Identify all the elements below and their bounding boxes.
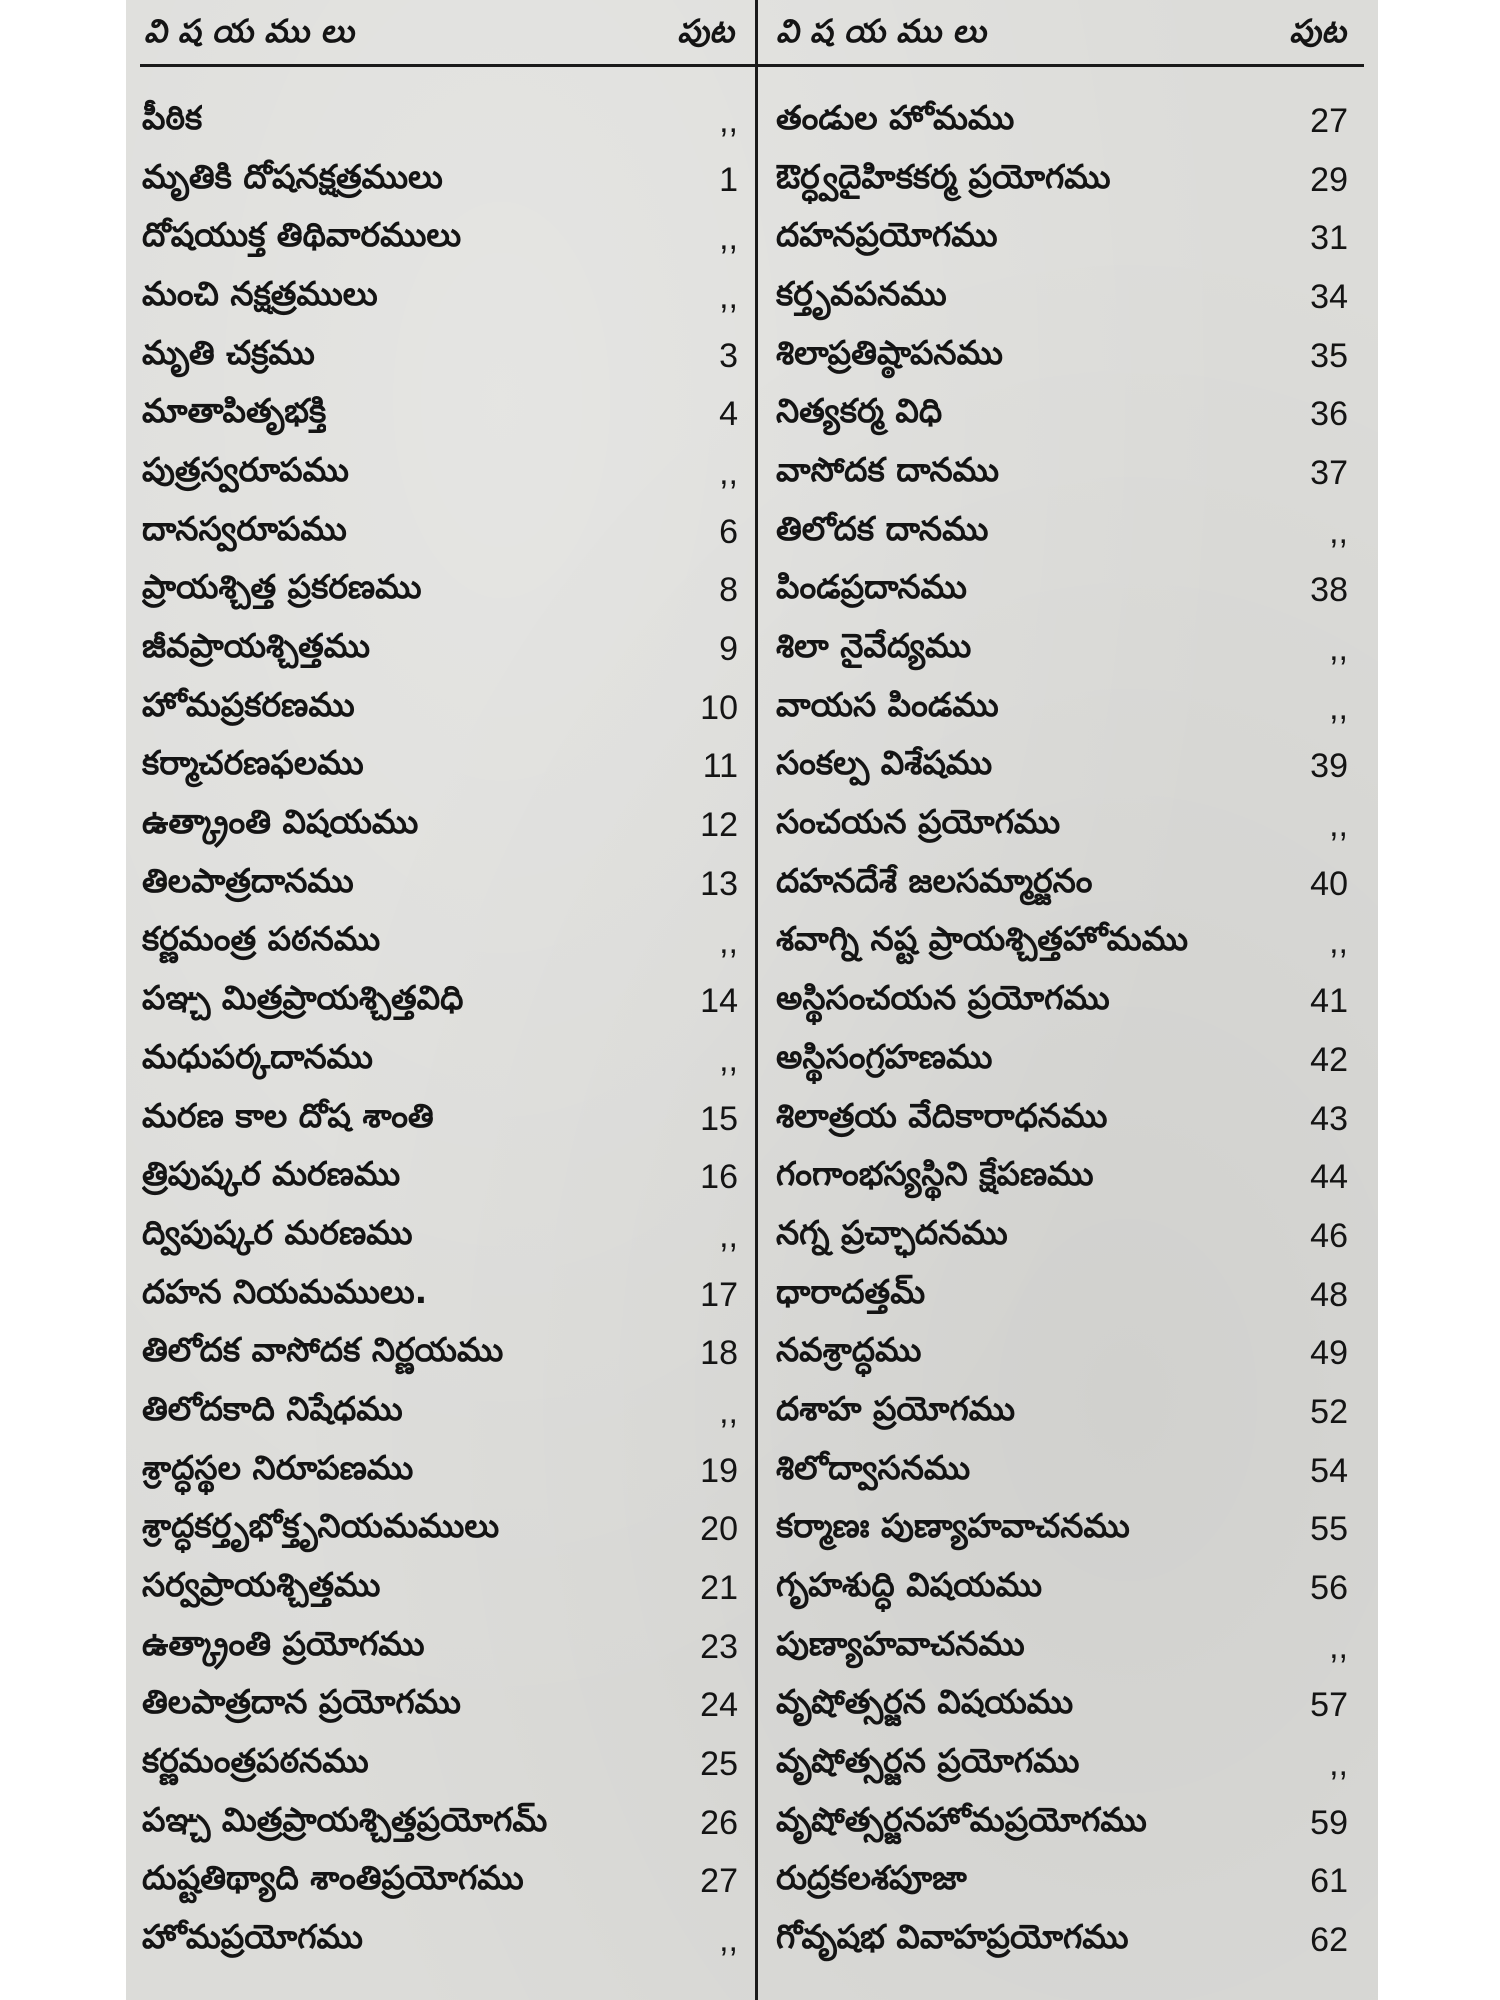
toc-entry-title: వాసోదక దానము bbox=[776, 449, 999, 489]
right-margin bbox=[1378, 0, 1500, 2000]
toc-entry-title: పీఠిక bbox=[142, 97, 203, 137]
toc-entry-page: 1 bbox=[719, 160, 738, 199]
toc-entry-title: మాతాపితృభక్తి bbox=[142, 391, 327, 431]
toc-row-right bbox=[776, 679, 1348, 738]
toc-entry-page: 31 bbox=[1310, 219, 1348, 258]
toc-row-right bbox=[776, 1383, 1348, 1442]
toc-entry-title: గృహశుద్ధి విషయము bbox=[776, 1565, 1042, 1605]
toc-entry-page: 56 bbox=[1310, 1569, 1348, 1608]
toc-row-left bbox=[142, 620, 738, 679]
toc-entry-title: పుత్రస్వరూపము bbox=[142, 449, 349, 489]
left-header-page: పుట bbox=[677, 12, 734, 50]
toc-entry-title: తిలోదక వాసోదక నిర్ణయము bbox=[142, 1330, 504, 1370]
toc-entry-page: 18 bbox=[700, 1334, 738, 1373]
toc-entry-title: కర్తృవపనము bbox=[776, 273, 947, 313]
right-column bbox=[776, 92, 1348, 1970]
toc-row-right bbox=[776, 1853, 1348, 1912]
toc-entry-page: ,, bbox=[719, 101, 738, 140]
toc-entry-page: 38 bbox=[1310, 571, 1348, 610]
toc-entry-page: 9 bbox=[719, 630, 738, 669]
toc-entry-title: పిండప్రదానము bbox=[776, 567, 967, 607]
toc-entry-title: నిత్యకర్మ విధి bbox=[776, 391, 943, 431]
toc-entry-page: 49 bbox=[1310, 1334, 1348, 1373]
toc-entry-title: హోమప్రకరణము bbox=[142, 684, 355, 724]
toc-entry-title: జీవప్రాయశ్చిత్తము bbox=[142, 626, 371, 666]
right-header-page: పుట bbox=[1289, 12, 1346, 50]
toc-row-left bbox=[142, 796, 738, 855]
toc-row-left bbox=[142, 327, 738, 386]
toc-entry-title: దోషయుక్త తిథివారములు bbox=[142, 215, 462, 255]
toc-row-right bbox=[776, 1735, 1348, 1794]
toc-entry-page: ,, bbox=[719, 1216, 738, 1255]
toc-entry-page: 27 bbox=[700, 1862, 738, 1901]
toc-entry-page: 23 bbox=[700, 1627, 738, 1666]
toc-row-left bbox=[142, 1677, 738, 1736]
toc-entry-page: ,, bbox=[1329, 1745, 1348, 1784]
toc-row-right bbox=[776, 503, 1348, 562]
toc-entry-title: ధారాదత్తమ్ bbox=[776, 1271, 926, 1311]
left-header bbox=[144, 6, 734, 56]
toc-entry-page: 19 bbox=[700, 1451, 738, 1490]
toc-entry-page: 12 bbox=[700, 806, 738, 845]
toc-row-right bbox=[776, 1148, 1348, 1207]
toc-entry-page: 34 bbox=[1310, 277, 1348, 316]
toc-row-right bbox=[776, 1266, 1348, 1325]
toc-row-left bbox=[142, 1031, 738, 1090]
book-page bbox=[126, 0, 1378, 2000]
toc-entry-page: 62 bbox=[1310, 1921, 1348, 1960]
toc-entry-title: తిలపాత్రదాన ప్రయోగము bbox=[142, 1682, 461, 1722]
toc-entry-page: ,, bbox=[719, 453, 738, 492]
toc-entry-title: పుణ్యాహవాచనము bbox=[776, 1623, 1025, 1663]
toc-entry-page: ,, bbox=[719, 277, 738, 316]
toc-entry-title: శిలాత్రయ వేదికారాధనము bbox=[776, 1095, 1108, 1135]
toc-entry-title: గంగాంభస్యస్థిని క్షేపణము bbox=[776, 1154, 1094, 1194]
right-header-subjects: వి ష య ము లు bbox=[776, 12, 986, 50]
toc-entry-page: 11 bbox=[702, 747, 738, 786]
toc-row-left bbox=[142, 1794, 738, 1853]
toc-row-right bbox=[776, 1559, 1348, 1618]
toc-row-right bbox=[776, 972, 1348, 1031]
toc-entry-title: శవాగ్ని నష్ట ప్రాయశ్చిత్తహోమము bbox=[776, 919, 1189, 959]
toc-entry-title: హోమప్రయోగము bbox=[142, 1917, 363, 1957]
toc-entry-page: ,, bbox=[1329, 512, 1348, 551]
left-margin bbox=[0, 0, 126, 2000]
toc-row-left bbox=[142, 1383, 738, 1442]
toc-row-left bbox=[142, 1442, 738, 1501]
toc-entry-title: కర్మాచరణఫలము bbox=[142, 743, 364, 783]
toc-entry-title: కర్ణమంత్రపఠనము bbox=[142, 1741, 369, 1781]
toc-entry-title: నవశ్రాద్ధము bbox=[776, 1330, 922, 1370]
toc-entry-title: శిలా నైవేద్యము bbox=[776, 626, 972, 666]
toc-entry-title: వృషోత్సర్జన విషయము bbox=[776, 1682, 1074, 1722]
toc-entry-page: 20 bbox=[700, 1510, 738, 1549]
toc-entry-page: 57 bbox=[1310, 1686, 1348, 1725]
toc-entry-page: 6 bbox=[719, 512, 738, 551]
left-header-subjects: వి ష య ము లు bbox=[144, 12, 354, 50]
toc-entry-title: తిలోదక దానము bbox=[776, 508, 989, 548]
toc-row-right bbox=[776, 268, 1348, 327]
toc-entry-page: 15 bbox=[700, 1099, 738, 1138]
toc-entry-title: మరణ కాల దోష శాంతి bbox=[142, 1095, 434, 1135]
toc-entry-page: 46 bbox=[1310, 1216, 1348, 1255]
toc-row-right bbox=[776, 209, 1348, 268]
toc-entry-page: 3 bbox=[719, 336, 738, 375]
toc-entry-page: 55 bbox=[1310, 1510, 1348, 1549]
toc-entry-title: శిలోద్వాసనము bbox=[776, 1447, 971, 1487]
toc-row-left bbox=[142, 444, 738, 503]
toc-row-right bbox=[776, 796, 1348, 855]
toc-row-left bbox=[142, 92, 738, 151]
toc-row-left bbox=[142, 209, 738, 268]
toc-entry-title: శ్రాద్ధస్థల నిరూపణము bbox=[142, 1447, 414, 1487]
toc-entry-page: ,, bbox=[719, 923, 738, 962]
toc-row-right bbox=[776, 1031, 1348, 1090]
toc-entry-title: రుద్రకలశపూజా bbox=[776, 1858, 967, 1898]
toc-row-right bbox=[776, 92, 1348, 151]
toc-entry-page: 37 bbox=[1310, 453, 1348, 492]
toc-entry-title: దశాహ ప్రయోగము bbox=[776, 1388, 1016, 1428]
toc-row-right bbox=[776, 1324, 1348, 1383]
toc-row-right bbox=[776, 1442, 1348, 1501]
toc-entry-page: 4 bbox=[719, 395, 738, 434]
toc-entry-title: దహనప్రయోగము bbox=[776, 215, 998, 255]
toc-entry-page: ,, bbox=[719, 1040, 738, 1079]
toc-entry-title: తిలపాత్రదానము bbox=[142, 860, 354, 900]
toc-entry-title: నగ్న ప్రచ్ఛాదనము bbox=[776, 1212, 1008, 1252]
toc-entry-title: తిలోదకాది నిషేధము bbox=[142, 1388, 403, 1428]
toc-entry-page: 59 bbox=[1310, 1803, 1348, 1842]
toc-row-left bbox=[142, 151, 738, 210]
toc-row-right bbox=[776, 1501, 1348, 1560]
toc-entry-title: దుష్టతిథ్యాది శాంతిప్రయోగము bbox=[142, 1858, 524, 1898]
toc-row-left bbox=[142, 268, 738, 327]
toc-entry-page: 26 bbox=[700, 1803, 738, 1842]
toc-entry-page: 41 bbox=[1310, 982, 1348, 1021]
toc-row-left bbox=[142, 385, 738, 444]
toc-entry-page: 44 bbox=[1310, 1158, 1348, 1197]
toc-row-right bbox=[776, 444, 1348, 503]
toc-entry-page: ,, bbox=[1329, 806, 1348, 845]
toc-entry-title: త్రిపుష్కర మరణము bbox=[142, 1154, 401, 1194]
toc-entry-page: 21 bbox=[700, 1569, 738, 1608]
toc-row-right bbox=[776, 1794, 1348, 1853]
toc-entry-page: 48 bbox=[1310, 1275, 1348, 1314]
toc-entry-title: కర్ణమంత్ర పఠనము bbox=[142, 919, 381, 959]
toc-row-right bbox=[776, 1677, 1348, 1736]
toc-entry-page: 10 bbox=[700, 688, 738, 727]
toc-entry-page: 8 bbox=[719, 571, 738, 610]
toc-row-left bbox=[142, 1324, 738, 1383]
toc-entry-page: 29 bbox=[1310, 160, 1348, 199]
toc-entry-title: పఞ్చ మిత్రప్రాయశ్చిత్తప్రయోగమ్ bbox=[142, 1799, 548, 1839]
toc-row-left bbox=[142, 1501, 738, 1560]
toc-entry-page: 16 bbox=[700, 1158, 738, 1197]
toc-entry-title: గోవృషభ వివాహప్రయోగము bbox=[776, 1917, 1129, 1957]
toc-entry-page: 25 bbox=[700, 1745, 738, 1784]
toc-entry-page: ,, bbox=[1329, 1627, 1348, 1666]
toc-row-left bbox=[142, 1266, 738, 1325]
toc-row-left bbox=[142, 914, 738, 973]
column-divider bbox=[755, 0, 758, 2000]
toc-row-right bbox=[776, 327, 1348, 386]
toc-entry-title: వాయస పిండము bbox=[776, 684, 999, 724]
toc-entry-title: ఔర్ధ్వదైహికకర్మ ప్రయోగము bbox=[776, 156, 1111, 196]
toc-row-right bbox=[776, 562, 1348, 621]
toc-entry-page: ,, bbox=[719, 1921, 738, 1960]
toc-entry-title: ఉత్క్రాంతి ప్రయోగము bbox=[142, 1623, 425, 1663]
toc-entry-title: సంకల్ప విశేషము bbox=[776, 743, 993, 783]
toc-entry-title: సర్వప్రాయశ్చిత్తము bbox=[142, 1565, 381, 1605]
toc-entry-title: అస్థిసంచయన ప్రయోగము bbox=[776, 978, 1110, 1018]
toc-row-left bbox=[142, 1735, 738, 1794]
toc-row-right bbox=[776, 1911, 1348, 1970]
toc-row-left bbox=[142, 1148, 738, 1207]
toc-entry-title: ఉత్క్రాంతి విషయము bbox=[142, 802, 419, 842]
toc-entry-page: 40 bbox=[1310, 864, 1348, 903]
toc-entry-title: శిలాప్రతిష్ఠాపనము bbox=[776, 332, 1003, 372]
toc-row-right bbox=[776, 1090, 1348, 1149]
toc-entry-title: దహనదేశే జలసమ్మార్జనం bbox=[776, 860, 1093, 900]
toc-entry-title: మధుపర్కదానము bbox=[142, 1036, 373, 1076]
toc-entry-title: మృతికి దోషనక్షత్రములు bbox=[142, 156, 443, 196]
right-header bbox=[776, 6, 1346, 56]
toc-entry-page: ,, bbox=[719, 1392, 738, 1431]
toc-row-left bbox=[142, 972, 738, 1031]
toc-row-left bbox=[142, 855, 738, 914]
toc-entry-page: 42 bbox=[1310, 1040, 1348, 1079]
toc-row-left bbox=[142, 679, 738, 738]
toc-entry-title: ద్విపుష్కర మరణము bbox=[142, 1212, 413, 1252]
toc-entry-page: 27 bbox=[1310, 101, 1348, 140]
toc-entry-page: 54 bbox=[1310, 1451, 1348, 1490]
toc-entry-page: ,, bbox=[1329, 688, 1348, 727]
toc-entry-title: అస్థిసంగ్రహణము bbox=[776, 1036, 993, 1076]
toc-entry-title: దహన నియమములు. bbox=[142, 1271, 428, 1311]
toc-row-right bbox=[776, 620, 1348, 679]
toc-row-right bbox=[776, 1618, 1348, 1677]
toc-row-left bbox=[142, 1207, 738, 1266]
toc-row-right bbox=[776, 385, 1348, 444]
toc-entry-title: దానస్వరూపము bbox=[142, 508, 347, 548]
toc-row-right bbox=[776, 1207, 1348, 1266]
toc-row-left bbox=[142, 738, 738, 797]
toc-row-left bbox=[142, 503, 738, 562]
toc-entry-page: 61 bbox=[1310, 1862, 1348, 1901]
toc-entry-page: 35 bbox=[1310, 336, 1348, 375]
toc-entry-page: 36 bbox=[1310, 395, 1348, 434]
toc-entry-title: కర్మాణః పుణ్యాహవాచనము bbox=[776, 1506, 1130, 1546]
toc-entry-title: వృషోత్సర్జనహోమప్రయోగము bbox=[776, 1799, 1147, 1839]
toc-row-right bbox=[776, 914, 1348, 973]
toc-entry-title: తండుల హోమము bbox=[776, 97, 1015, 137]
toc-row-left bbox=[142, 562, 738, 621]
toc-entry-page: 52 bbox=[1310, 1392, 1348, 1431]
toc-entry-page: ,, bbox=[719, 219, 738, 258]
toc-row-right bbox=[776, 738, 1348, 797]
toc-entry-page: 13 bbox=[700, 864, 738, 903]
toc-entry-title: వృషోత్సర్జన ప్రయోగము bbox=[776, 1741, 1080, 1781]
toc-entry-title: శ్రాద్ధకర్తృభోక్తృనియమములు bbox=[142, 1506, 500, 1546]
header-rule bbox=[140, 64, 1364, 67]
toc-entry-title: సంచయన ప్రయోగము bbox=[776, 802, 1061, 842]
toc-row-left bbox=[142, 1853, 738, 1912]
toc-entry-title: ప్రాయశ్చిత్త ప్రకరణము bbox=[142, 567, 422, 607]
toc-entry-page: ,, bbox=[1329, 923, 1348, 962]
toc-entry-page: 14 bbox=[700, 982, 738, 1021]
toc-entry-title: మృతి చక్రము bbox=[142, 332, 315, 372]
toc-entry-title: పఞ్చ మిత్రప్రాయశ్చిత్తవిధి bbox=[142, 978, 464, 1018]
toc-row-right bbox=[776, 855, 1348, 914]
toc-entry-title: మంచి నక్షత్రములు bbox=[142, 273, 378, 313]
toc-entry-page: 17 bbox=[700, 1275, 738, 1314]
toc-entry-page: 43 bbox=[1310, 1099, 1348, 1138]
toc-entry-page: 24 bbox=[700, 1686, 738, 1725]
toc-row-left bbox=[142, 1618, 738, 1677]
toc-entry-page: 39 bbox=[1310, 747, 1348, 786]
toc-row-left bbox=[142, 1559, 738, 1618]
toc-row-left bbox=[142, 1090, 738, 1149]
toc-row-right bbox=[776, 151, 1348, 210]
toc-row-left bbox=[142, 1911, 738, 1970]
left-column bbox=[142, 92, 738, 1970]
toc-entry-page: ,, bbox=[1329, 630, 1348, 669]
